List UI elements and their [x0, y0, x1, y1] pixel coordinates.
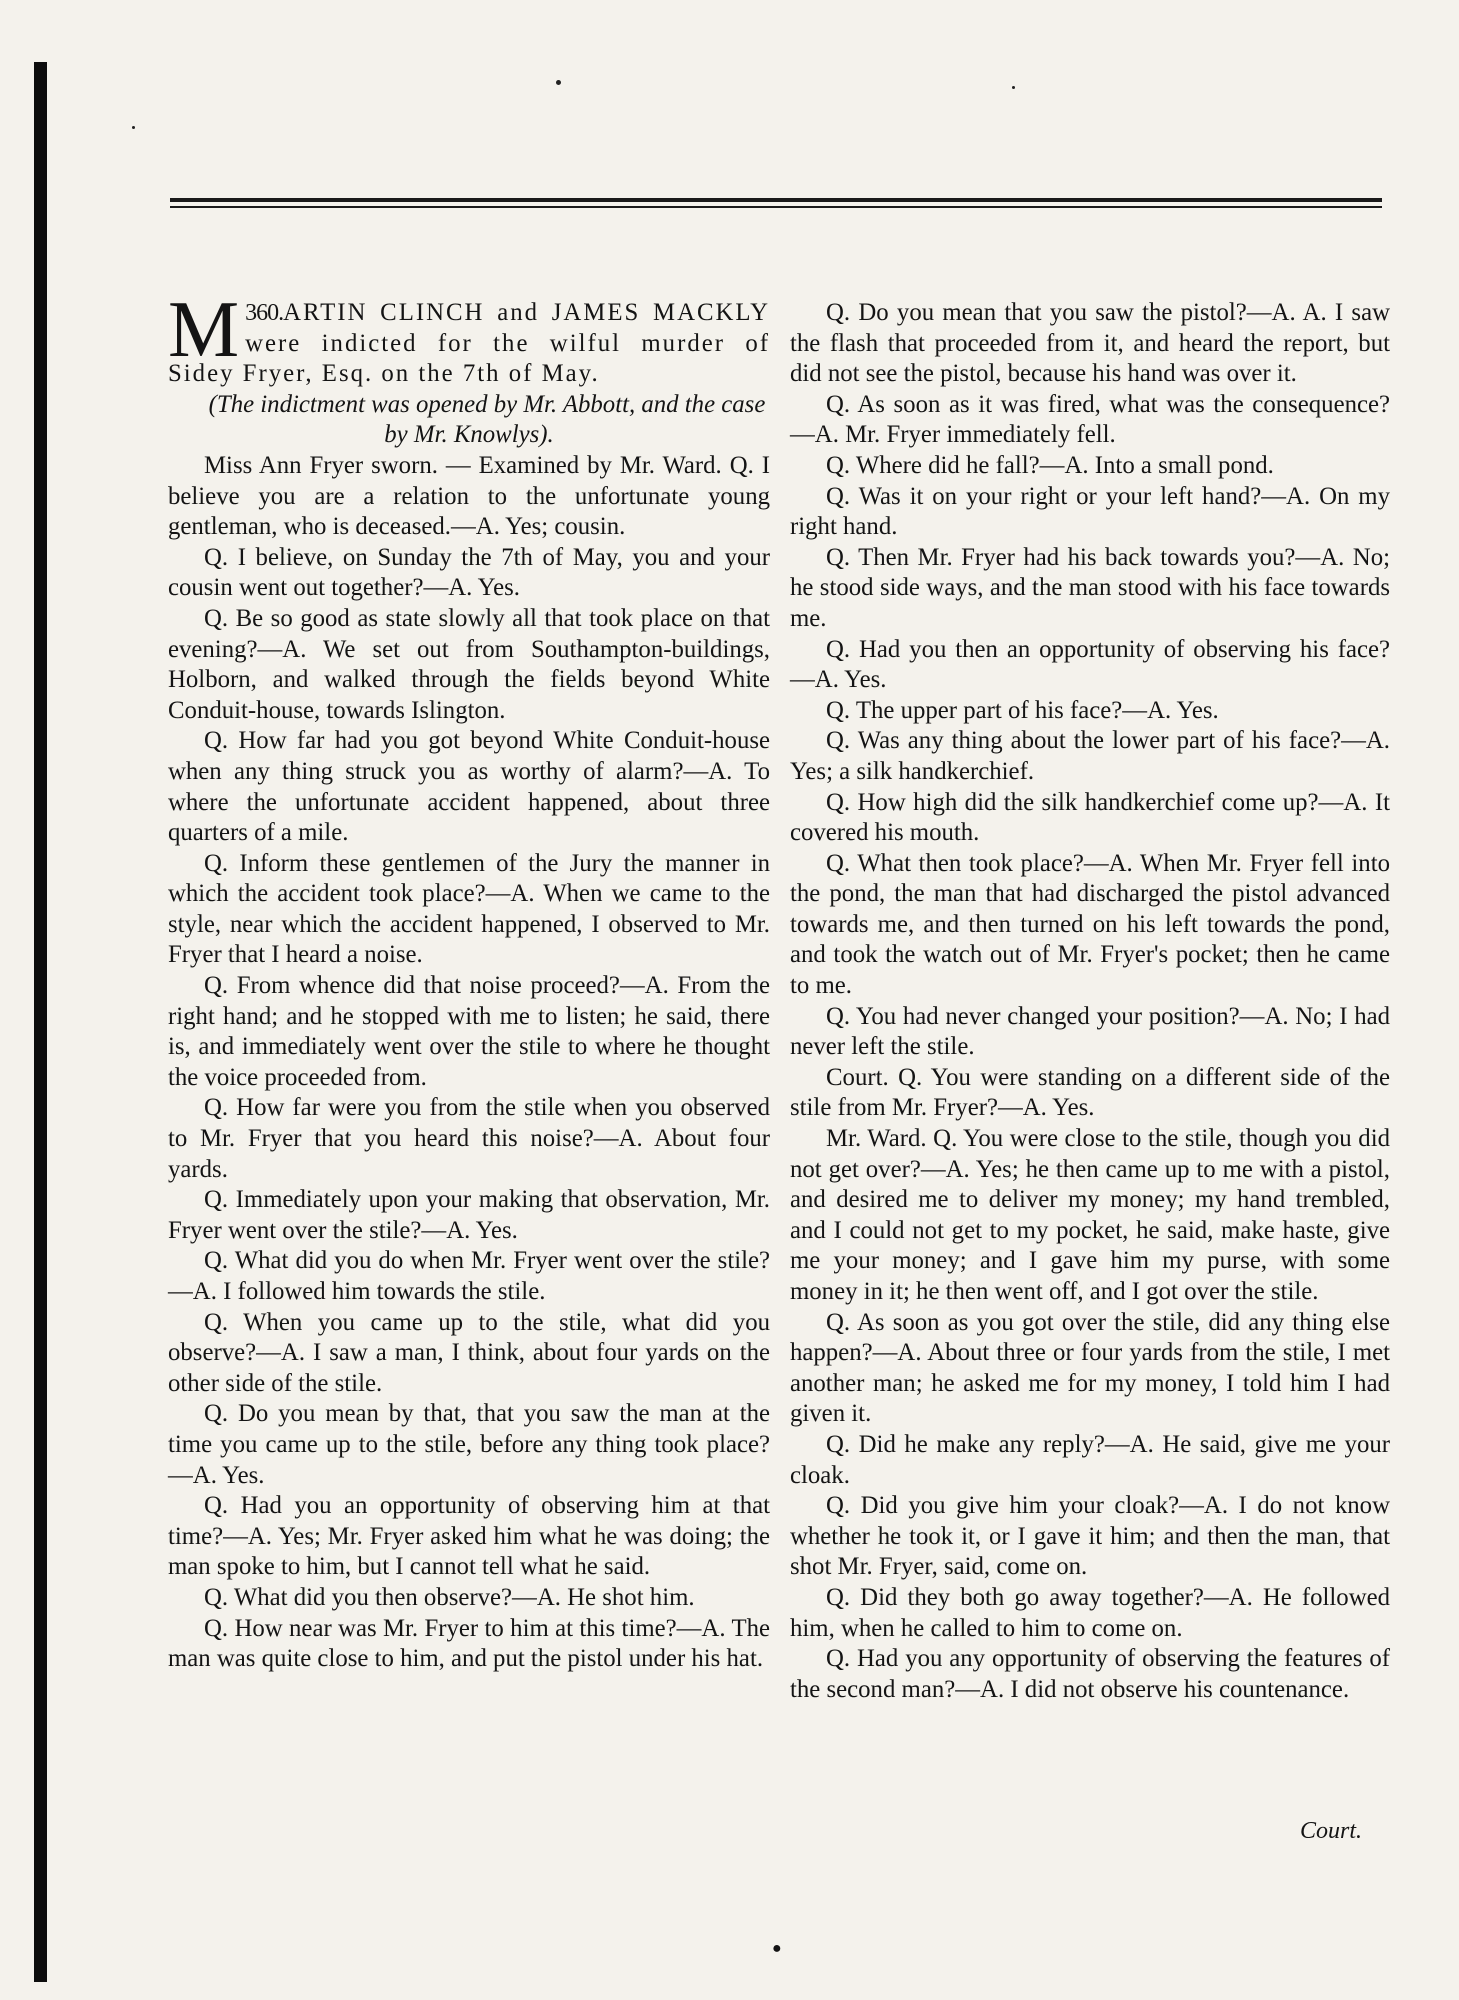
paragraph: Q. Then Mr. Fryer had his back towards you?—A. No; he stood side ways, and the man stood with his face towards me. — [790, 543, 1390, 632]
paragraph: (The indictment was opened by Mr. Abbott, and the case by Mr. Knowlys). — [208, 390, 766, 449]
case-heading — [168, 286, 770, 390]
paragraph: Q. How far were you from the stile when you observed to Mr. Fryer that you heard this noise?—A. About four yards. — [168, 1094, 770, 1183]
paragraph: Q. Did they both go away together?—A. He followed him, when he called to him to come on. — [790, 1583, 1390, 1642]
print-mark: ● — [772, 1940, 782, 1957]
paragraph: Q. When you came up to the stile, what did you observe?—A. I saw a man, I think, about four yards on the other side of the stile. — [168, 1308, 770, 1397]
paragraph: Q. Inform these gentlemen of the Jury the manner in which the accident took place?—A. When we came to the style, near which the accident happened, I observed to Mr. Fryer that I heard a noise. — [168, 849, 770, 969]
paragraph: Q. Do you mean by that, that you saw the man at the time you came up to the stile, before any thing took place?—A. Yes. — [168, 1400, 770, 1489]
paragraph: Q. As soon as you got over the stile, did any thing else happen?—A. About three or four yards from the stile, I met another man; he asked me for my money, I told him I had given it. — [790, 1308, 1390, 1428]
paragraph: Q. Had you any opportunity of observing the features of the second man?—A. I did not observe his countenance. — [790, 1645, 1390, 1703]
paragraph: Q. Had you then an opportunity of observing his face?—A. Yes. — [790, 635, 1390, 694]
paragraph: Q. From whence did that noise proceed?—A. From the right hand; and he stopped with me to listen; he said, there is, and immediately went over the stile to where he thought the voice proceeded from. — [168, 972, 770, 1091]
paragraph: Q. Did you give him your cloak?—A. I do not know whether he took it, or I gave it him; and then the man, that shot Mr. Fryer, said, come on. — [790, 1492, 1390, 1581]
paragraph: Q. Be so good as state slowly all that took place on that evening?—A. We set out from Southampton-buildings, Holborn, and walked through the fields beyond White Conduit-house, towards Islington. — [168, 604, 770, 724]
paragraph: Court. Q. You were standing on a different side of the stile from Mr. Fryer?—A. Yes. — [790, 1063, 1390, 1122]
paragraph: Miss Ann Fryer sworn. — Examined by Mr. Ward. Q. I believe you are a relation to the unfortunate young gentleman, who is deceased.—A. Yes; cousin. — [168, 451, 770, 541]
paragraph: Q. How high did the silk handkerchief come up?—A. It covered his mouth. — [790, 788, 1390, 847]
case-title: ARTIN CLINCH and JAMES MACKLY were indicted for the wilful murder of Sidey Fryer, Esq. on the 7th of May. — [168, 299, 770, 388]
case-number: 360. — [245, 300, 284, 326]
catchword: Court. — [1300, 1818, 1363, 1844]
binding-edge — [34, 62, 47, 1982]
paragraph: Q. Did he make any reply?—A. He said, give me your cloak. — [790, 1430, 1390, 1489]
paragraph: Q. What did you then observe?—A. He shot him. — [204, 1583, 695, 1611]
paragraph: Mr. Ward. Q. You were close to the stile, though you did not get over?—A. Yes; he then came up to me with a pistol, and desired me to deliver my money; my hand trembled, and I could not get to my pocket, he said, make haste, give me your money; and I gave him my purse, with some money in it; he then went off, and I got over the stile. — [790, 1125, 1390, 1305]
paragraph: Q. Was any thing about the lower part of his face?—A. Yes; a silk handkerchief. — [790, 727, 1390, 785]
paragraph: Q. What then took place?—A. When Mr. Fryer fell into the pond, the man that had discharged the pistol advanced towards me, and then turned on his left towards the pond, and took the watch out of Mr. Fryer's pocket; then he came to me. — [790, 849, 1390, 1000]
paragraph: Q. The upper part of his face?—A. Yes. — [826, 696, 1219, 724]
paragraph: Q. Immediately upon your making that observation, Mr. Fryer went over the stile?—A. Yes. — [168, 1186, 770, 1244]
right-column — [790, 298, 1390, 1705]
left-column — [168, 286, 770, 1675]
paragraph: Q. Do you mean that you saw the pistol?—A. A. I saw the flash that proceeded from it, and heard the report, but did not see the pistol, because his hand was over it. — [790, 299, 1390, 388]
paragraph: Q. As soon as it was fired, what was the consequence?—A. Mr. Fryer immediately fell. — [790, 390, 1390, 449]
paragraph: Q. I believe, on Sunday the 7th of May, you and your cousin went out together?—A. Yes. — [168, 543, 770, 602]
paragraph: Q. How near was Mr. Fryer to him at this time?—A. The man was quite close to him, and put the pistol under his hat. — [168, 1614, 770, 1673]
header-rule-thick — [170, 198, 1382, 202]
paragraph: Q. You had never changed your position?—A. No; I had never left the stile. — [790, 1002, 1390, 1061]
print-speck — [556, 80, 561, 85]
paragraph: Q. Was it on your right or your left hand?—A. On my right hand. — [790, 482, 1390, 541]
paragraph: Q. How far had you got beyond White Conduit-house when any thing struck you as worthy of alarm?—A. To where the unfortunate accident happened, about three quarters of a mile. — [168, 727, 770, 847]
drop-cap: M — [168, 286, 240, 374]
print-speck — [132, 126, 135, 129]
paragraph: Q. Had you an opportunity of observing him at that time?—A. Yes; Mr. Fryer asked him what he was doing; the man spoke to him, but I cannot tell what he said. — [168, 1492, 770, 1581]
paragraph: Q. What did you do when Mr. Fryer went over the stile?—A. I followed him towards the stile. — [168, 1247, 770, 1305]
print-speck — [1012, 86, 1015, 89]
paragraph: Q. Where did he fall?—A. Into a small pond. — [826, 451, 1274, 479]
header-rule-thin — [170, 206, 1382, 208]
